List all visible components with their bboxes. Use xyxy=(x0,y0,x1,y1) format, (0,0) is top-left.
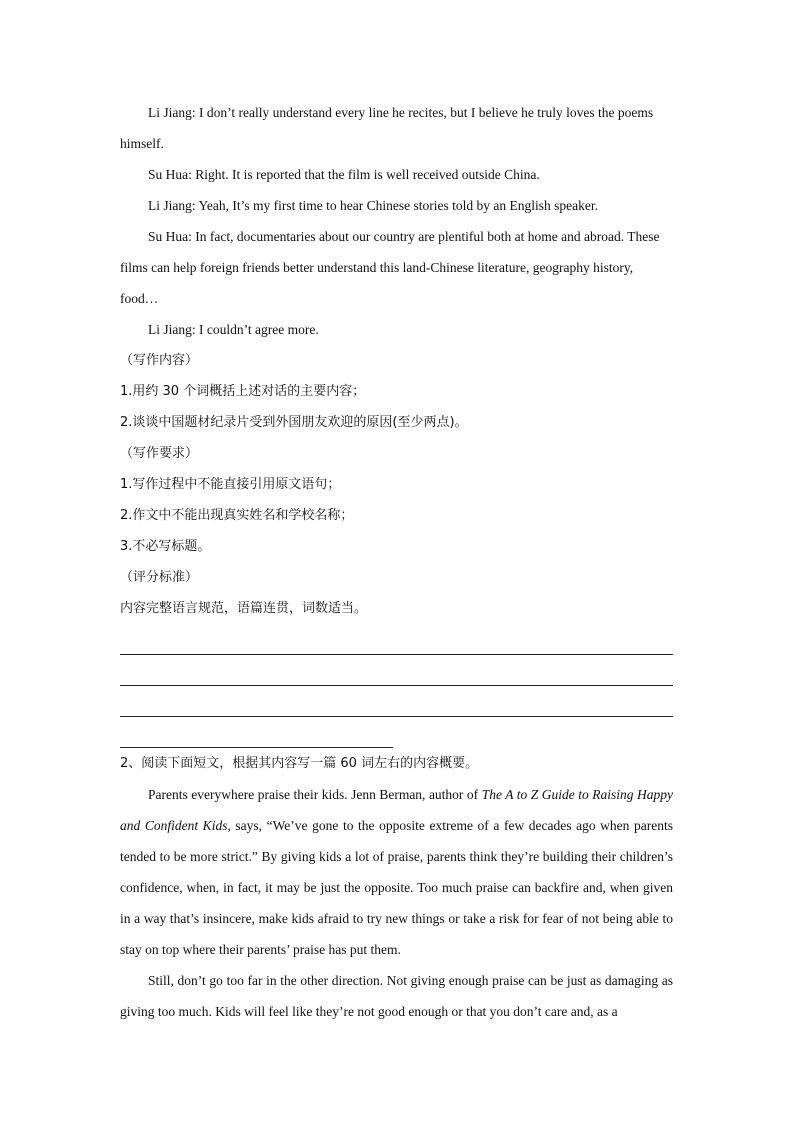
document-page xyxy=(120,97,673,1027)
passage-paragraph-2: Still, don’t go too far in the other direction. Not giving enough praise can be just as damaging as giving too much. Kids will feel like they’re not good enough or that you don’t care and, as a xyxy=(120,973,673,1019)
answer-line-1[interactable] xyxy=(120,624,673,655)
writing-content-heading: （写作内容） xyxy=(120,353,199,368)
writing-requirement-item-3: 3.不必写标题。 xyxy=(120,539,211,554)
dialogue-line-1: Li Jiang: I don’t really understand every line he recites, but I believe he truly loves the poems himself. xyxy=(120,105,654,151)
writing-requirements-heading: （写作要求） xyxy=(120,446,199,461)
grading-heading: （评分标准） xyxy=(120,570,199,585)
dialogue-line-4: Su Hua: In fact, documentaries about our country are plentiful both at home and abroad. These films can help foreign friends better understand this land-Chinese literature, geography history, food… xyxy=(120,229,660,306)
writing-content-item-2: 2.谈谈中国题材纪录片受到外国朋友欢迎的原因(至少两点)。 xyxy=(120,415,468,430)
dialogue-line-3: Li Jiang: Yeah, It’s my first time to hear Chinese stories told by an English speaker. xyxy=(148,198,598,213)
writing-requirement-item-1: 1.写作过程中不能直接引用原文语句； xyxy=(120,477,341,492)
grading-text: 内容完整语言规范，语篇连贯，词数适当。 xyxy=(120,601,368,616)
dialogue-line-5: Li Jiang: I couldn’t agree more. xyxy=(148,322,319,337)
dialogue-line-2: Su Hua: Right. It is reported that the film is well received outside China. xyxy=(148,167,540,182)
question-2-prompt: 2、阅读下面短文，根据其内容写一篇 60 词左右的内容概要。 xyxy=(120,756,479,771)
answer-line-4[interactable] xyxy=(120,717,393,748)
book-title: The A to Z Guide to Raising Happy and Confident Kids xyxy=(120,787,673,833)
answer-line-3[interactable] xyxy=(120,686,673,717)
passage-paragraph-1: Parents everywhere praise their kids. Jenn Berman, author of The A to Z Guide to Raising Happy and Confident Kids, says, “We’ve gone to the opposite extreme of a few decades ago when parents tended to be more strict.” By giving kids a lot of praise, parents think they’re building their children’s confidence, when, in fact, it may be just the opposite. Too much praise can backfire and, when given in a way that’s insincere, make kids afraid to try new things or take a risk for fear of not being able to stay on top where their parents’ praise has put them. xyxy=(120,787,674,957)
writing-content-item-1: 1.用约 30 个词概括上述对话的主要内容； xyxy=(120,384,366,399)
writing-requirement-item-2: 2.作文中不能出现真实姓名和学校名称； xyxy=(120,508,354,523)
answer-line-2[interactable] xyxy=(120,655,673,686)
